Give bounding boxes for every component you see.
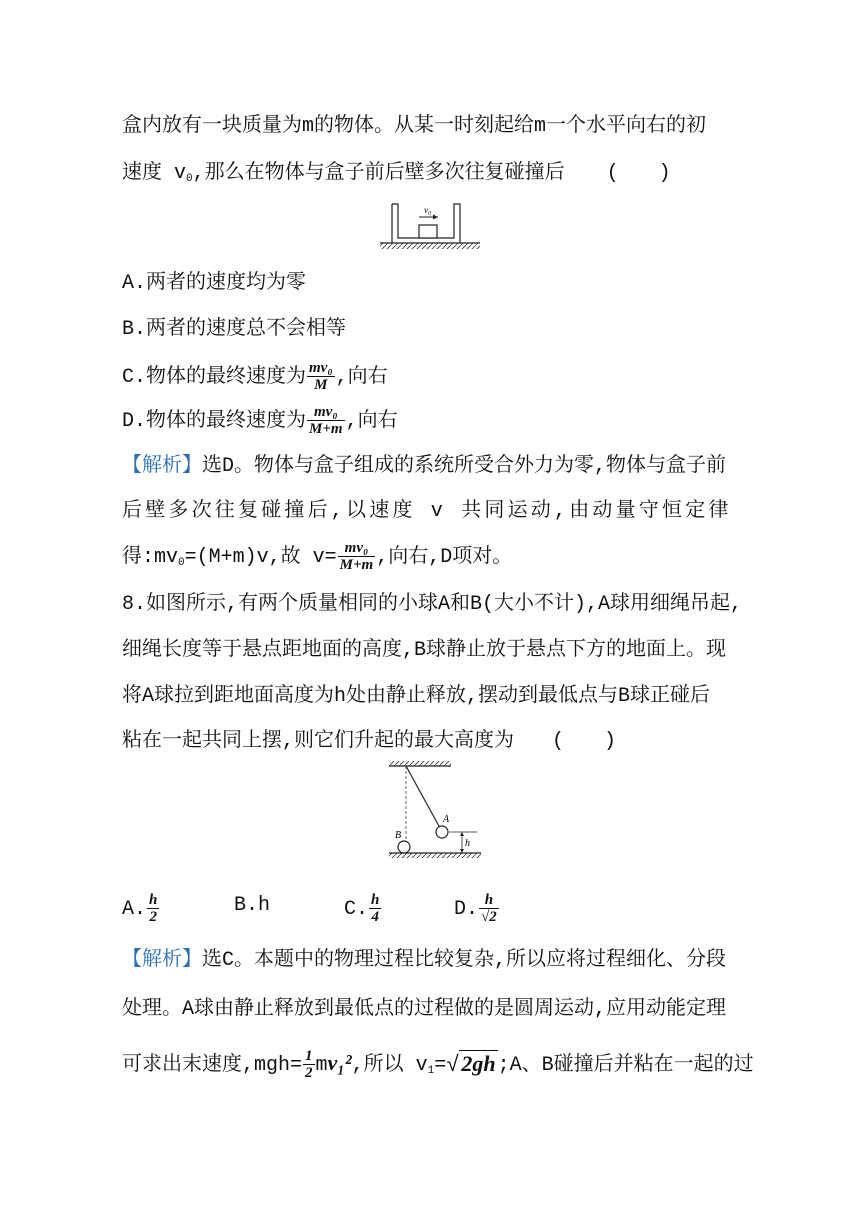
- q8-line-4-text: 粘在一起共同上摆,则它们升起的最大高度为: [122, 730, 515, 753]
- q8-analysis-3-eq: =: [434, 1053, 447, 1077]
- q7-line-1: 盒内放有一块质量为m的物体。从某一时刻起给m一个水平向右的初: [122, 115, 707, 138]
- q8-option-c: [344, 892, 382, 925]
- q8-analysis-line-2: 处理。A球由静止释放到最低点的过程做的是圆周运动,应用动能定理: [122, 998, 727, 1021]
- q7-analysis-tag: 【解析】: [122, 455, 202, 478]
- q7-line-2: [122, 160, 671, 193]
- q7-analysis-line-1: [122, 453, 726, 481]
- frac-numerator: mv₀: [338, 540, 376, 557]
- height-arrowhead-up: [460, 832, 464, 836]
- q8-option-a-fraction: [147, 892, 159, 925]
- q7-analysis-3-post: ,向右,D项对。: [376, 545, 513, 569]
- q7-option-d: [122, 404, 398, 437]
- q8-analysis-line-3: [122, 1048, 754, 1085]
- frac-denominator: 2: [149, 909, 157, 925]
- frac-numerator: h: [149, 892, 158, 908]
- velocity-label: v₀: [424, 205, 432, 215]
- q8-analysis-3-sub: 1: [427, 1064, 435, 1077]
- frac-denominator: √2: [481, 909, 497, 925]
- q8-option-d-pre: D.: [454, 897, 479, 921]
- q7-analysis-3-sub: 0: [178, 556, 185, 569]
- q8-analysis-text-1: 选C。本题中的物理过程比较复杂,所以应将过程细化、分段: [202, 949, 727, 972]
- pendulum-string: [406, 766, 440, 828]
- sqrt-radicand: 2gh: [461, 1050, 496, 1076]
- q8-option-a: [122, 892, 160, 925]
- q7-option-d-pre: D.物体的最终速度为: [122, 409, 307, 433]
- q7-analysis-text-1: 选D。物体与盒子组成的系统所受合外力为零,物体与盒子前: [202, 455, 727, 478]
- frac-denominator: M+m: [339, 557, 374, 573]
- q7-option-c-post: ,向右: [335, 365, 388, 389]
- q8-analysis-line-1: [122, 947, 726, 975]
- q7-answer-bracket: ( ): [606, 162, 671, 185]
- q8-analysis-tag: 【解析】: [122, 949, 202, 972]
- q7-line-2-post: ,那么在物体与盒子前后壁多次往复碰撞后: [192, 162, 565, 185]
- q8-analysis-3-pre: 可求出末速度,mgh=: [122, 1053, 303, 1077]
- q7-option-c-fraction: [307, 360, 335, 393]
- ceiling-hatch: [389, 761, 451, 766]
- block: [419, 225, 437, 238]
- q7-analysis-3-mid: =(M+m)v,故 v=: [184, 545, 337, 569]
- frac-numerator: h: [371, 892, 380, 908]
- frac-numerator: mv₀: [309, 360, 333, 376]
- q7-analysis-3-pre: 得:mv: [122, 545, 179, 569]
- q8-line-2: 细绳长度等于悬点距地面的高度,B球静止放于悬点下方的地面上。现: [122, 639, 727, 662]
- frac-denominator: M+m: [309, 421, 343, 437]
- frac-denominator: M: [314, 377, 328, 393]
- q8-option-d: [454, 892, 500, 925]
- frac-numerator: 1: [305, 1048, 313, 1064]
- frac-denominator: 4: [371, 909, 379, 925]
- ball-a-label: A: [443, 814, 450, 825]
- q7-analysis-fraction: [338, 540, 376, 573]
- q8-answer-bracket: ( ): [552, 730, 617, 753]
- q8-analysis-3-mid1: m: [315, 1053, 328, 1077]
- q7-analysis-line-2: 后壁多次往复碰撞后,以速度 v 共同运动,由动量守恒定律: [122, 500, 732, 523]
- q7-v0-sub: 0: [186, 173, 193, 185]
- pendulum-figure: [385, 760, 485, 860]
- q7-line-2-pre: 速度 v: [122, 162, 187, 185]
- q8-line-1: 8.如图所示,有两个质量相同的小球A和B(大小不计),A球用细绳吊起,: [122, 593, 743, 616]
- ball-a: [436, 826, 448, 838]
- q8-option-c-pre: C.: [344, 897, 369, 921]
- q8-option-b: B.h: [234, 894, 271, 917]
- q8-option-a-pre: A.: [122, 897, 147, 921]
- q8-line-4: [122, 728, 616, 756]
- q7-analysis-line-3: [122, 540, 512, 577]
- height-label: h: [465, 838, 470, 849]
- q8-analysis-3-post: ;A、B碰撞后并粘在一起的过: [497, 1053, 754, 1077]
- ball-b-label: B: [395, 830, 402, 841]
- q8-line-3: 将A球拉到距地面高度为h处由静止释放,摆动到最低点与B球正碰后: [122, 685, 711, 708]
- q7-option-a: A.两者的速度均为零: [122, 272, 307, 295]
- frac-denominator: 2: [305, 1065, 313, 1081]
- ground-hatch: [380, 243, 480, 249]
- box-figure: [376, 200, 486, 252]
- q8-analysis-fraction: [303, 1048, 315, 1081]
- q7-option-c: [122, 360, 388, 393]
- q8-analysis-3-mid2: ,所以 v: [351, 1053, 428, 1077]
- q8-option-d-fraction: [479, 892, 499, 925]
- floor-hatch: [389, 853, 481, 858]
- ball-b: [398, 841, 410, 853]
- frac-numerator: mv₀: [307, 404, 345, 421]
- sqrt-expression: √2gh: [446, 1050, 496, 1078]
- q7-option-c-pre: C.物体的最终速度为: [122, 365, 307, 389]
- q7-option-d-post: ,向右: [345, 409, 398, 433]
- q7-option-d-fraction: [307, 404, 345, 437]
- q8-analysis-3-v: v₁²: [327, 1049, 352, 1075]
- frac-numerator: h: [479, 892, 499, 909]
- q8-option-c-fraction: [369, 892, 381, 925]
- q7-option-b: B.两者的速度总不会相等: [122, 318, 347, 341]
- velocity-arrowhead: [433, 215, 438, 220]
